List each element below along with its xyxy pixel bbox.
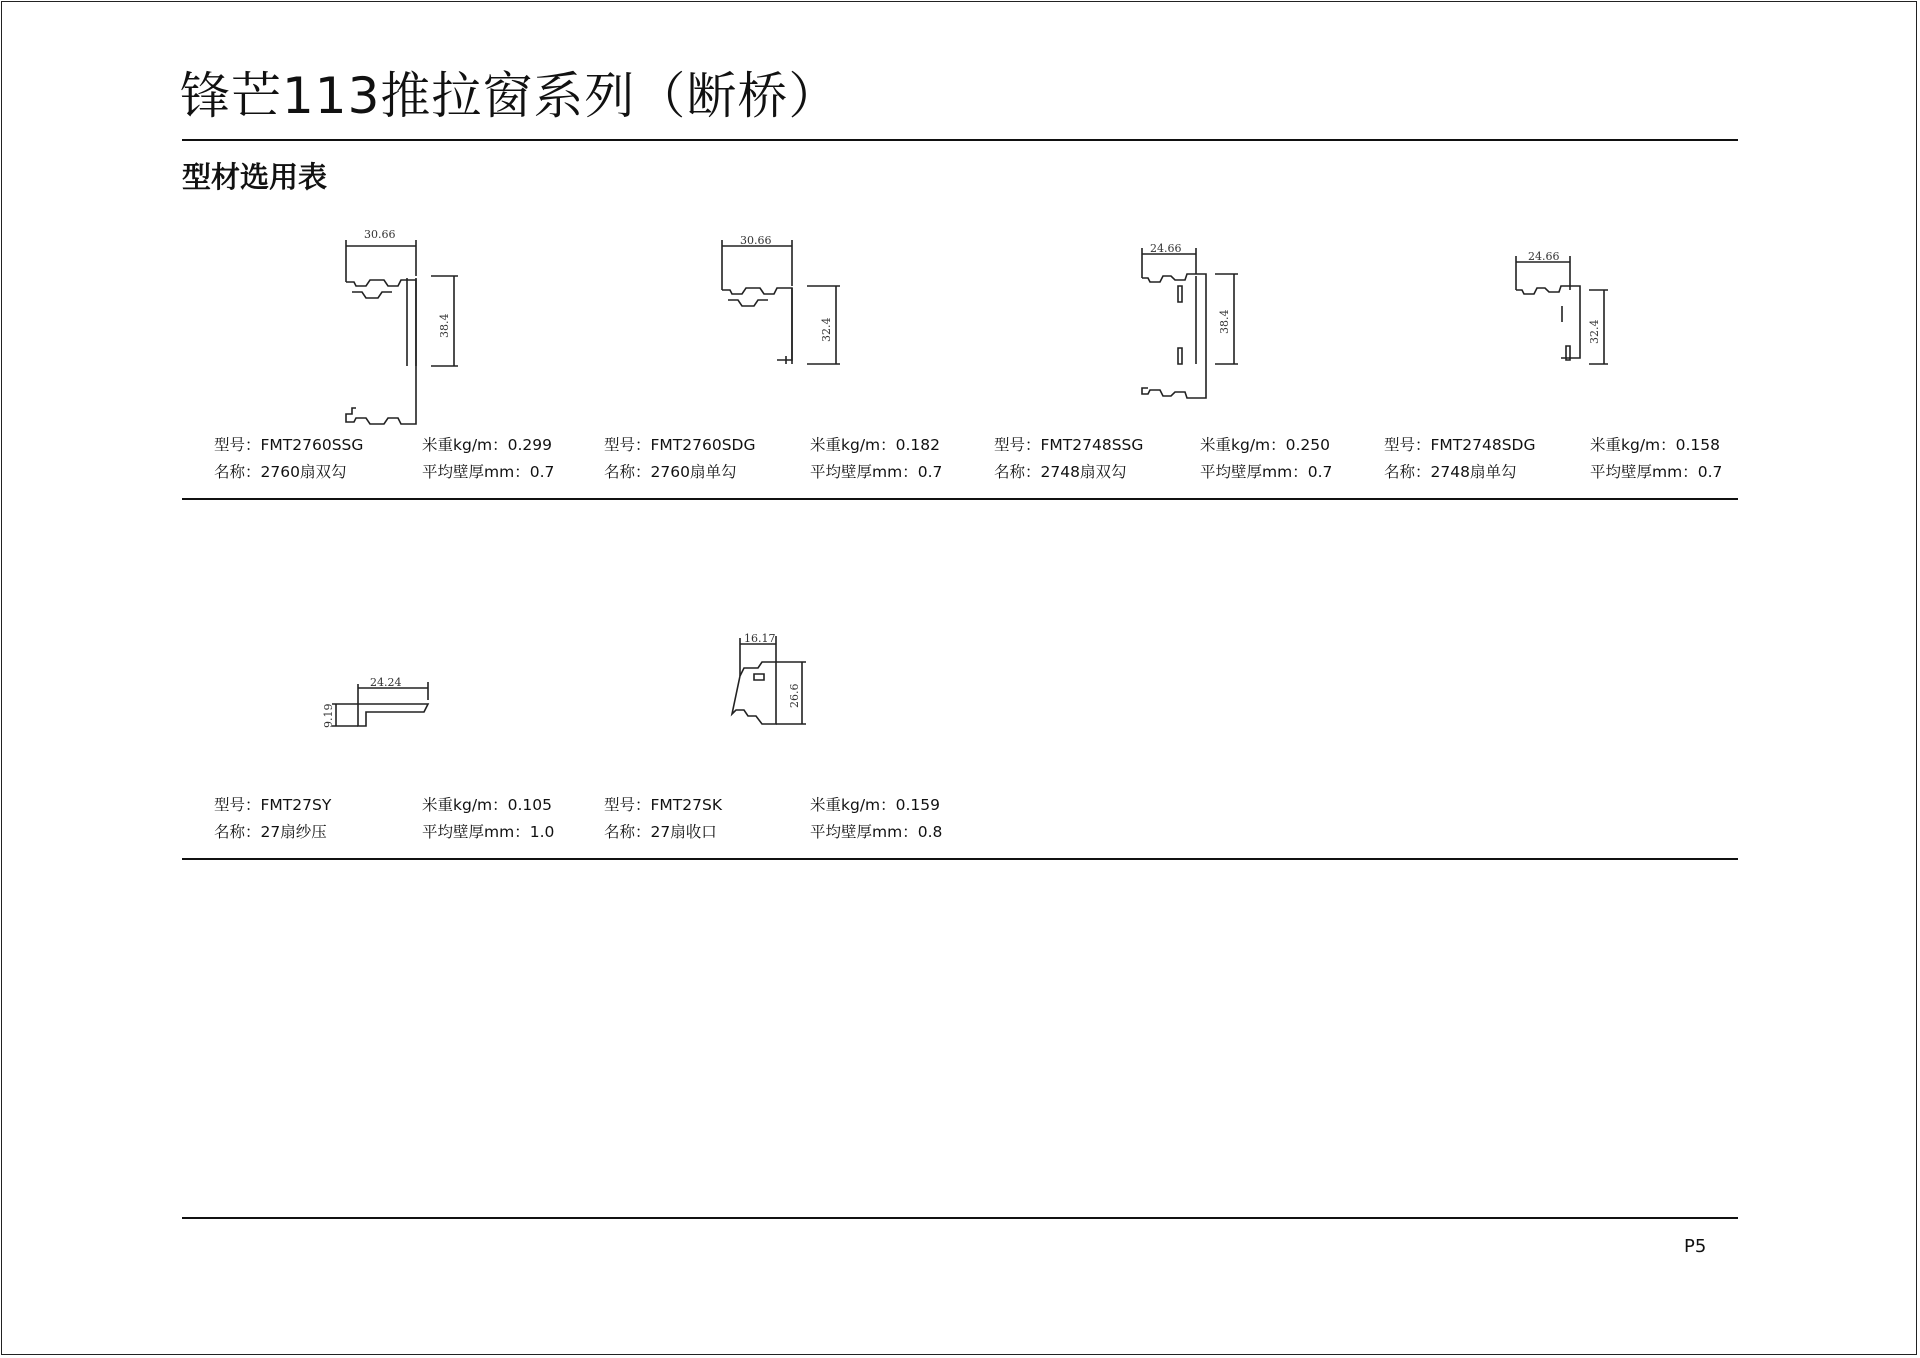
width-dimension: 30.66 [740,234,772,247]
profile-diagram [318,660,518,760]
width-dimension: 24.66 [1528,250,1560,263]
spec-model: 型号：FMT2760SDG [604,436,756,454]
spec-name: 名称：2748扇单勾 [1384,463,1517,481]
height-dimension: 38.4 [438,313,451,338]
title-divider [182,139,1738,141]
spec-model: 型号：FMT27SY [214,796,332,814]
height-dimension: 32.4 [1588,319,1601,344]
spec-weight: 米重kg/m：0.158 [1590,436,1721,454]
spec-name: 名称：27扇纱压 [214,823,327,841]
width-dimension: 16.17 [744,632,776,645]
spec-thickness: 平均壁厚mm：0.8 [810,823,943,841]
spec-model: 型号：FMT2748SDG [1384,436,1536,454]
spec-name: 名称：27扇收口 [604,823,717,841]
spec-thickness: 平均壁厚mm：0.7 [810,463,943,481]
height-dimension: 32.4 [820,317,833,342]
height-dimension: 26.6 [788,683,801,708]
spec-name: 名称：2760扇双勾 [214,463,347,481]
page-title: 锋芒113推拉窗系列（断桥） [180,67,840,125]
profile-diagram [330,220,530,380]
footer-divider [182,1217,1738,1219]
row-divider [182,498,1738,500]
spec-weight: 米重kg/m：0.182 [810,436,941,454]
spec-thickness: 平均壁厚mm：0.7 [422,463,555,481]
spec-weight: 米重kg/m：0.299 [422,436,553,454]
page-number: P5 [1684,1236,1707,1257]
spec-weight: 米重kg/m：0.105 [422,796,553,814]
profile-drawing-fmt27sy [318,660,698,910]
profile-diagram [1500,246,1700,406]
height-dimension: 9.19 [322,703,335,728]
spec-name: 名称：2760扇单勾 [604,463,737,481]
spec-thickness: 平均壁厚mm：1.0 [422,823,555,841]
section-subtitle: 型材选用表 [182,160,328,194]
width-dimension: 24.24 [370,676,402,689]
profile-diagram [706,230,906,390]
spec-model: 型号：FMT2760SSG [214,436,364,454]
width-dimension: 24.66 [1150,242,1182,255]
height-dimension: 38.4 [1218,309,1231,334]
profile-diagram [730,624,930,734]
spec-thickness: 平均壁厚mm：0.7 [1200,463,1333,481]
spec-weight: 米重kg/m：0.159 [810,796,941,814]
row-divider [182,858,1738,860]
profile-diagram [1126,238,1326,398]
spec-weight: 米重kg/m：0.250 [1200,436,1331,454]
spec-name: 名称：2748扇双勾 [994,463,1127,481]
width-dimension: 30.66 [364,228,396,241]
spec-model: 型号：FMT2748SSG [994,436,1144,454]
spec-thickness: 平均壁厚mm：0.7 [1590,463,1723,481]
spec-model: 型号：FMT27SK [604,796,722,814]
